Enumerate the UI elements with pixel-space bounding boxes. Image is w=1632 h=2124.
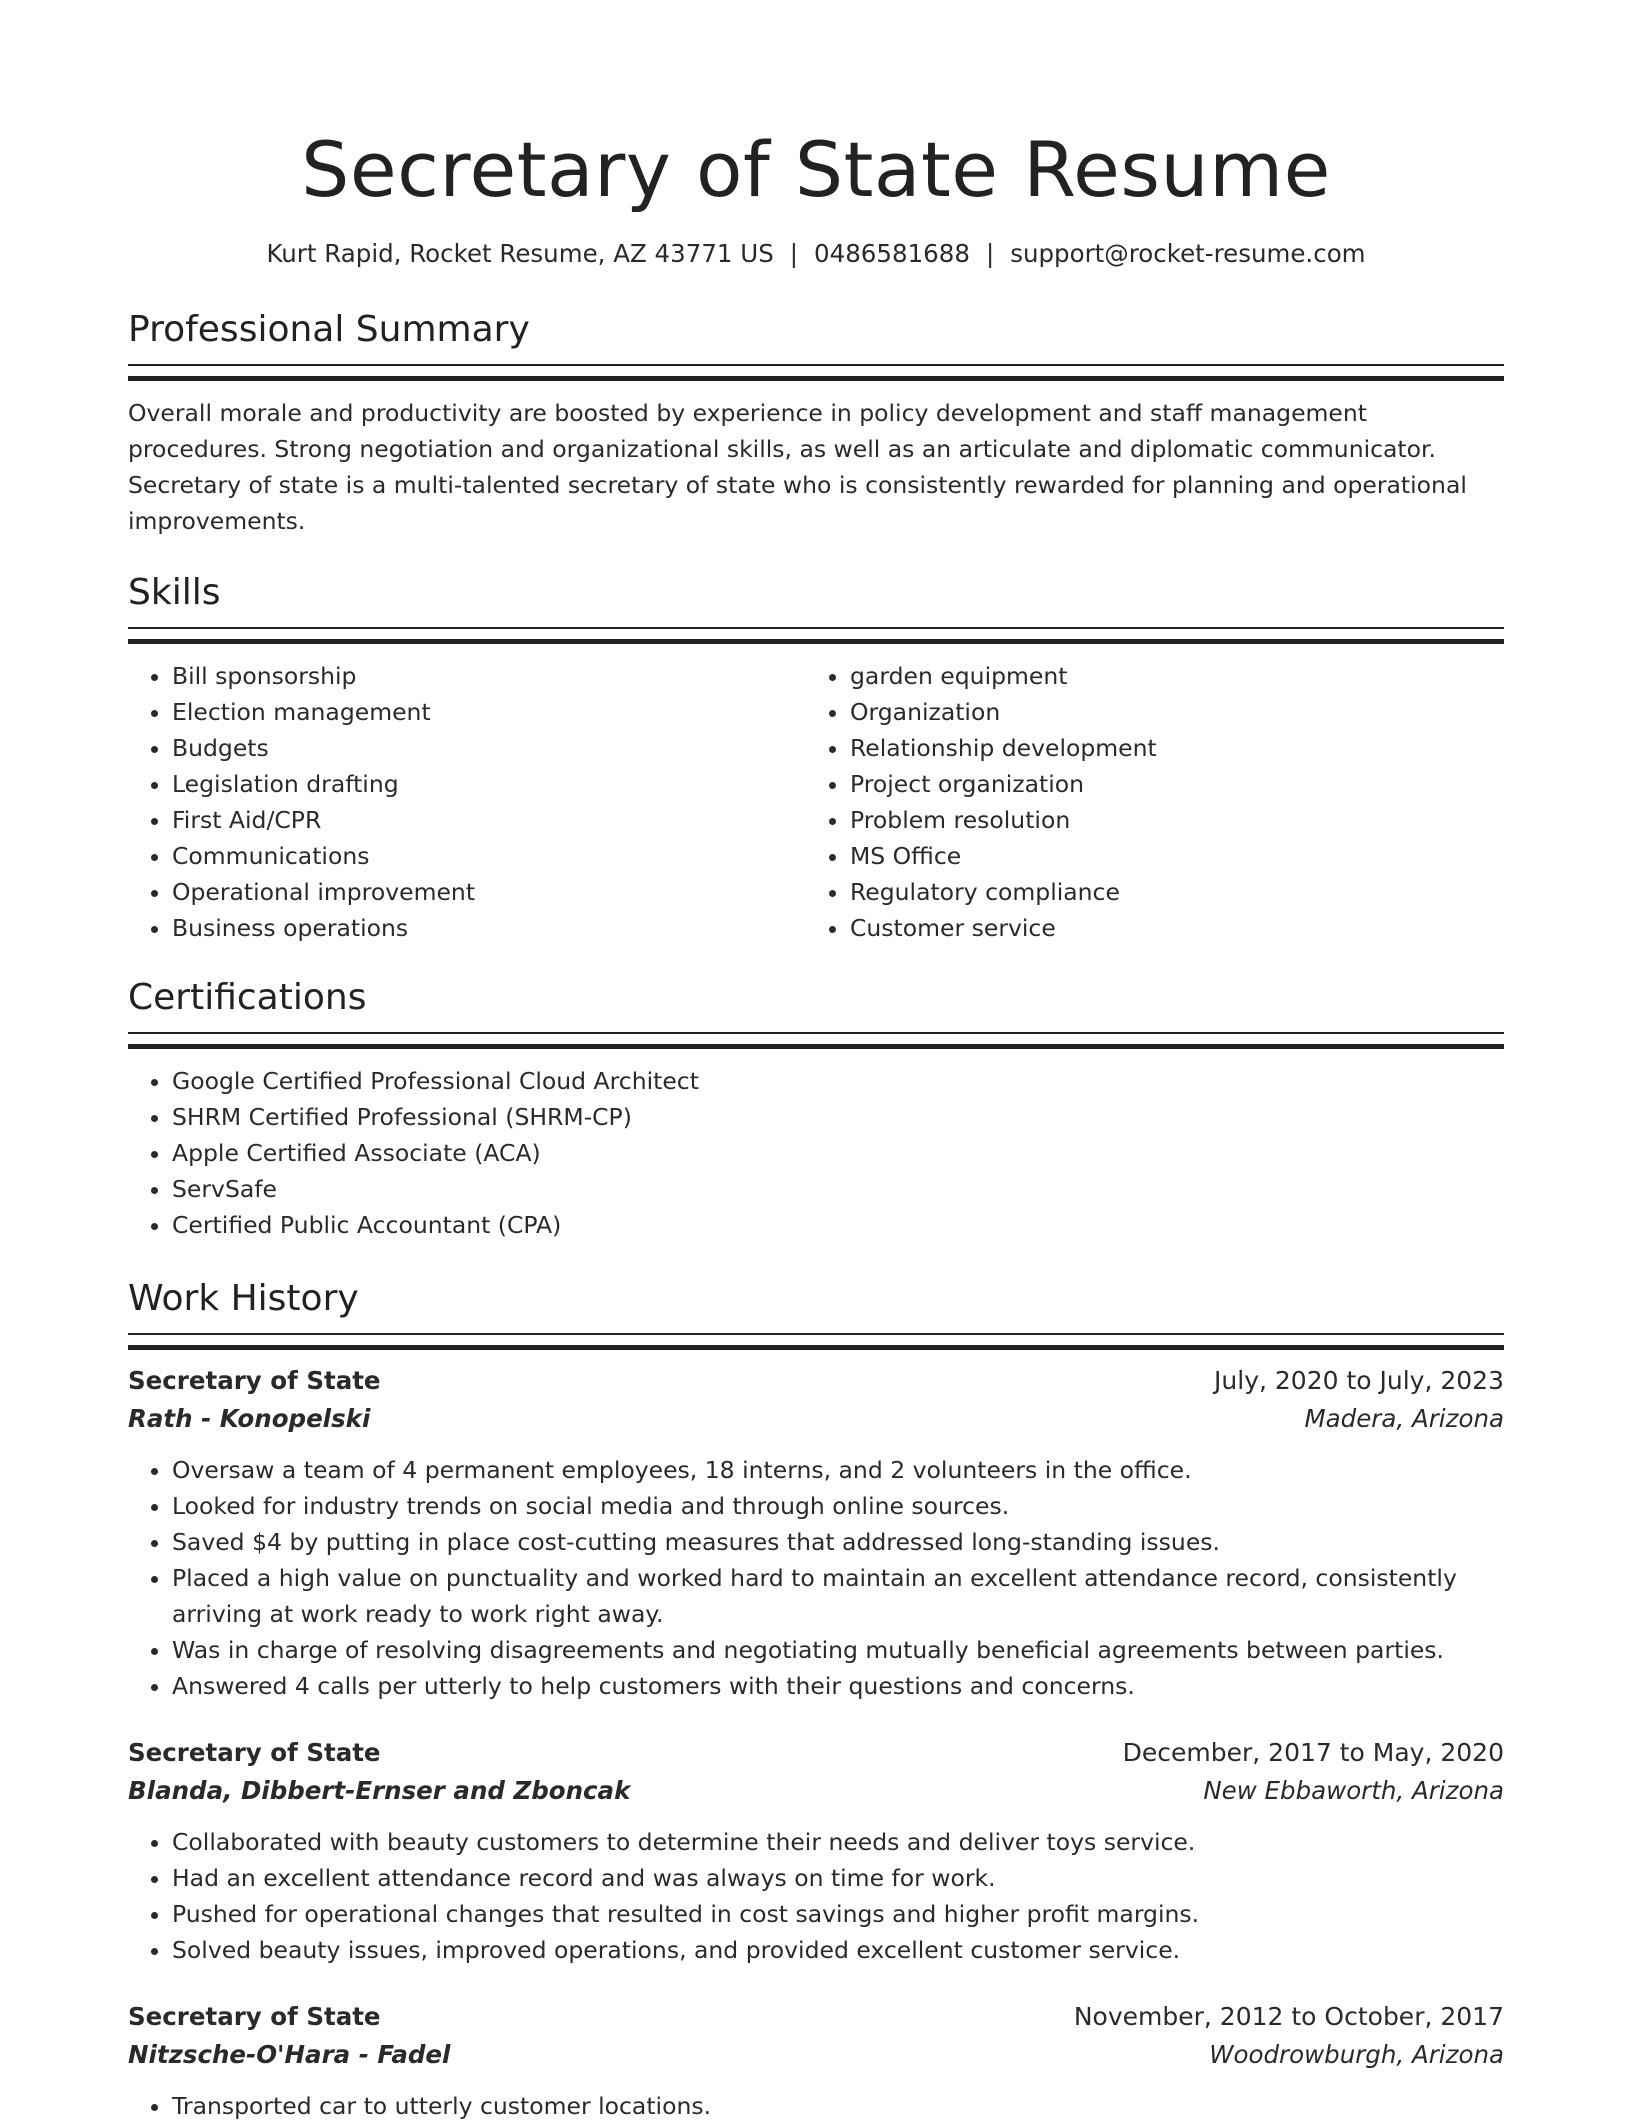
contact-separator: | xyxy=(789,239,799,268)
list-item: • SHRM Certified Professional (SHRM-CP) xyxy=(172,1099,1504,1135)
list-item: • ServSafe xyxy=(172,1171,1504,1207)
list-item: • garden equipment xyxy=(850,658,1484,694)
list-item: • Apple Certified Associate (ACA) xyxy=(172,1135,1504,1171)
list-item: • Transported car to utterly customer locations. xyxy=(172,2088,1504,2124)
list-item: • Project organization xyxy=(850,766,1484,802)
job-entry xyxy=(128,1998,1504,2124)
job-title: Secretary of State xyxy=(128,2002,381,2031)
list-item: • Oversaw a team of 4 permanent employees, 18 interns, and 2 volunteers in the office. xyxy=(172,1452,1504,1488)
job-company: Blanda, Dibbert-Ernser and Zboncak xyxy=(128,1776,631,1805)
job-header xyxy=(128,1362,1504,1400)
list-item: • MS Office xyxy=(850,838,1484,874)
job-bullets xyxy=(128,2088,1504,2124)
job-company: Rath - Konopelski xyxy=(128,1404,371,1433)
job-location: New Ebbaworth, Arizona xyxy=(1203,1776,1504,1805)
list-item: • Operational improvement xyxy=(172,874,806,910)
job-entry xyxy=(128,1734,1504,1968)
contact-address: Kurt Rapid, Rocket Resume, AZ 43771 US xyxy=(266,239,774,268)
list-item: • Certified Public Accountant (CPA) xyxy=(172,1207,1504,1243)
contact-phone: 0486581688 xyxy=(814,239,970,268)
certifications-list xyxy=(128,1063,1504,1243)
summary-heading: Professional Summary xyxy=(128,309,530,350)
section-divider xyxy=(128,627,1504,644)
job-header xyxy=(128,1998,1504,2036)
job-bullets xyxy=(128,1452,1504,1704)
skills-column-left xyxy=(128,658,806,946)
summary-text: Overall morale and productivity are boosted by experience in policy development and staff management procedures. Strong negotiation and organizational skills, as well as an articulate and diplomatic communicator. Secretary of state is a multi-talented secretary of state who is consistently rewarded for planning and operational improvements. xyxy=(128,399,1467,535)
skills-column-right xyxy=(806,658,1484,946)
list-item: • Election management xyxy=(172,694,806,730)
job-subheader xyxy=(128,1772,1504,1810)
list-item: • Collaborated with beauty customers to determine their needs and deliver toys service. xyxy=(172,1824,1504,1860)
contact-line xyxy=(128,236,1504,272)
list-item: • Business operations xyxy=(172,910,806,946)
summary-section xyxy=(128,306,1504,539)
job-title: Secretary of State xyxy=(128,1738,381,1767)
list-item: • Had an excellent attendance record and was always on time for work. xyxy=(172,1860,1504,1896)
contact-separator: | xyxy=(985,239,995,268)
contact-email: support@rocket-resume.com xyxy=(1010,239,1366,268)
list-item: • First Aid/CPR xyxy=(172,802,806,838)
list-item: • Pushed for operational changes that resulted in cost savings and higher profit margins. xyxy=(172,1896,1504,1932)
skills-list-left xyxy=(128,658,806,946)
list-item: • Legislation drafting xyxy=(172,766,806,802)
list-item: • Communications xyxy=(172,838,806,874)
job-location: Woodrowburgh, Arizona xyxy=(1209,2040,1504,2069)
certifications-heading: Certifications xyxy=(128,977,367,1018)
skills-columns xyxy=(128,658,1504,946)
job-header xyxy=(128,1734,1504,1772)
skills-section xyxy=(128,569,1504,946)
resume-title: Secretary of State Resume xyxy=(301,125,1331,214)
job-dates: December, 2017 to May, 2020 xyxy=(1122,1738,1504,1767)
job-company: Nitzsche-O'Hara - Fadel xyxy=(128,2040,451,2069)
list-item: • Placed a high value on punctuality and worked hard to maintain an excellent attendance record, consistently arriving at work ready to work right away. xyxy=(172,1560,1504,1632)
skills-list-right xyxy=(806,658,1484,946)
resume-page xyxy=(128,0,1504,2124)
list-item: • Regulatory compliance xyxy=(850,874,1484,910)
job-dates: July, 2020 to July, 2023 xyxy=(1214,1366,1504,1395)
job-location: Madera, Arizona xyxy=(1304,1404,1504,1433)
list-item: • Google Certified Professional Cloud Architect xyxy=(172,1063,1504,1099)
job-bullets xyxy=(128,1824,1504,1968)
list-item: • Customer service xyxy=(850,910,1484,946)
list-item: • Relationship development xyxy=(850,730,1484,766)
work-history-heading: Work History xyxy=(128,1278,359,1319)
job-entry xyxy=(128,1362,1504,1704)
job-dates: November, 2012 to October, 2017 xyxy=(1073,2002,1504,2031)
section-divider xyxy=(128,364,1504,381)
skills-heading: Skills xyxy=(128,572,221,613)
list-item: • Budgets xyxy=(172,730,806,766)
job-subheader xyxy=(128,2036,1504,2074)
list-item: • Answered 4 calls per utterly to help customers with their questions and concerns. xyxy=(172,1668,1504,1704)
job-subheader xyxy=(128,1400,1504,1438)
section-divider xyxy=(128,1333,1504,1350)
list-item: • Problem resolution xyxy=(850,802,1484,838)
work-history-section xyxy=(128,1275,1504,2124)
list-item: • Looked for industry trends on social media and through online sources. xyxy=(172,1488,1504,1524)
job-title: Secretary of State xyxy=(128,1366,381,1395)
list-item: • Solved beauty issues, improved operations, and provided excellent customer service. xyxy=(172,1932,1504,1968)
section-divider xyxy=(128,1032,1504,1049)
list-item: • Bill sponsorship xyxy=(172,658,806,694)
certifications-section xyxy=(128,974,1504,1243)
list-item: • Was in charge of resolving disagreements and negotiating mutually beneficial agreements between parties. xyxy=(172,1632,1504,1668)
list-item: • Organization xyxy=(850,694,1484,730)
list-item: • Saved $4 by putting in place cost-cutting measures that addressed long-standing issues. xyxy=(172,1524,1504,1560)
